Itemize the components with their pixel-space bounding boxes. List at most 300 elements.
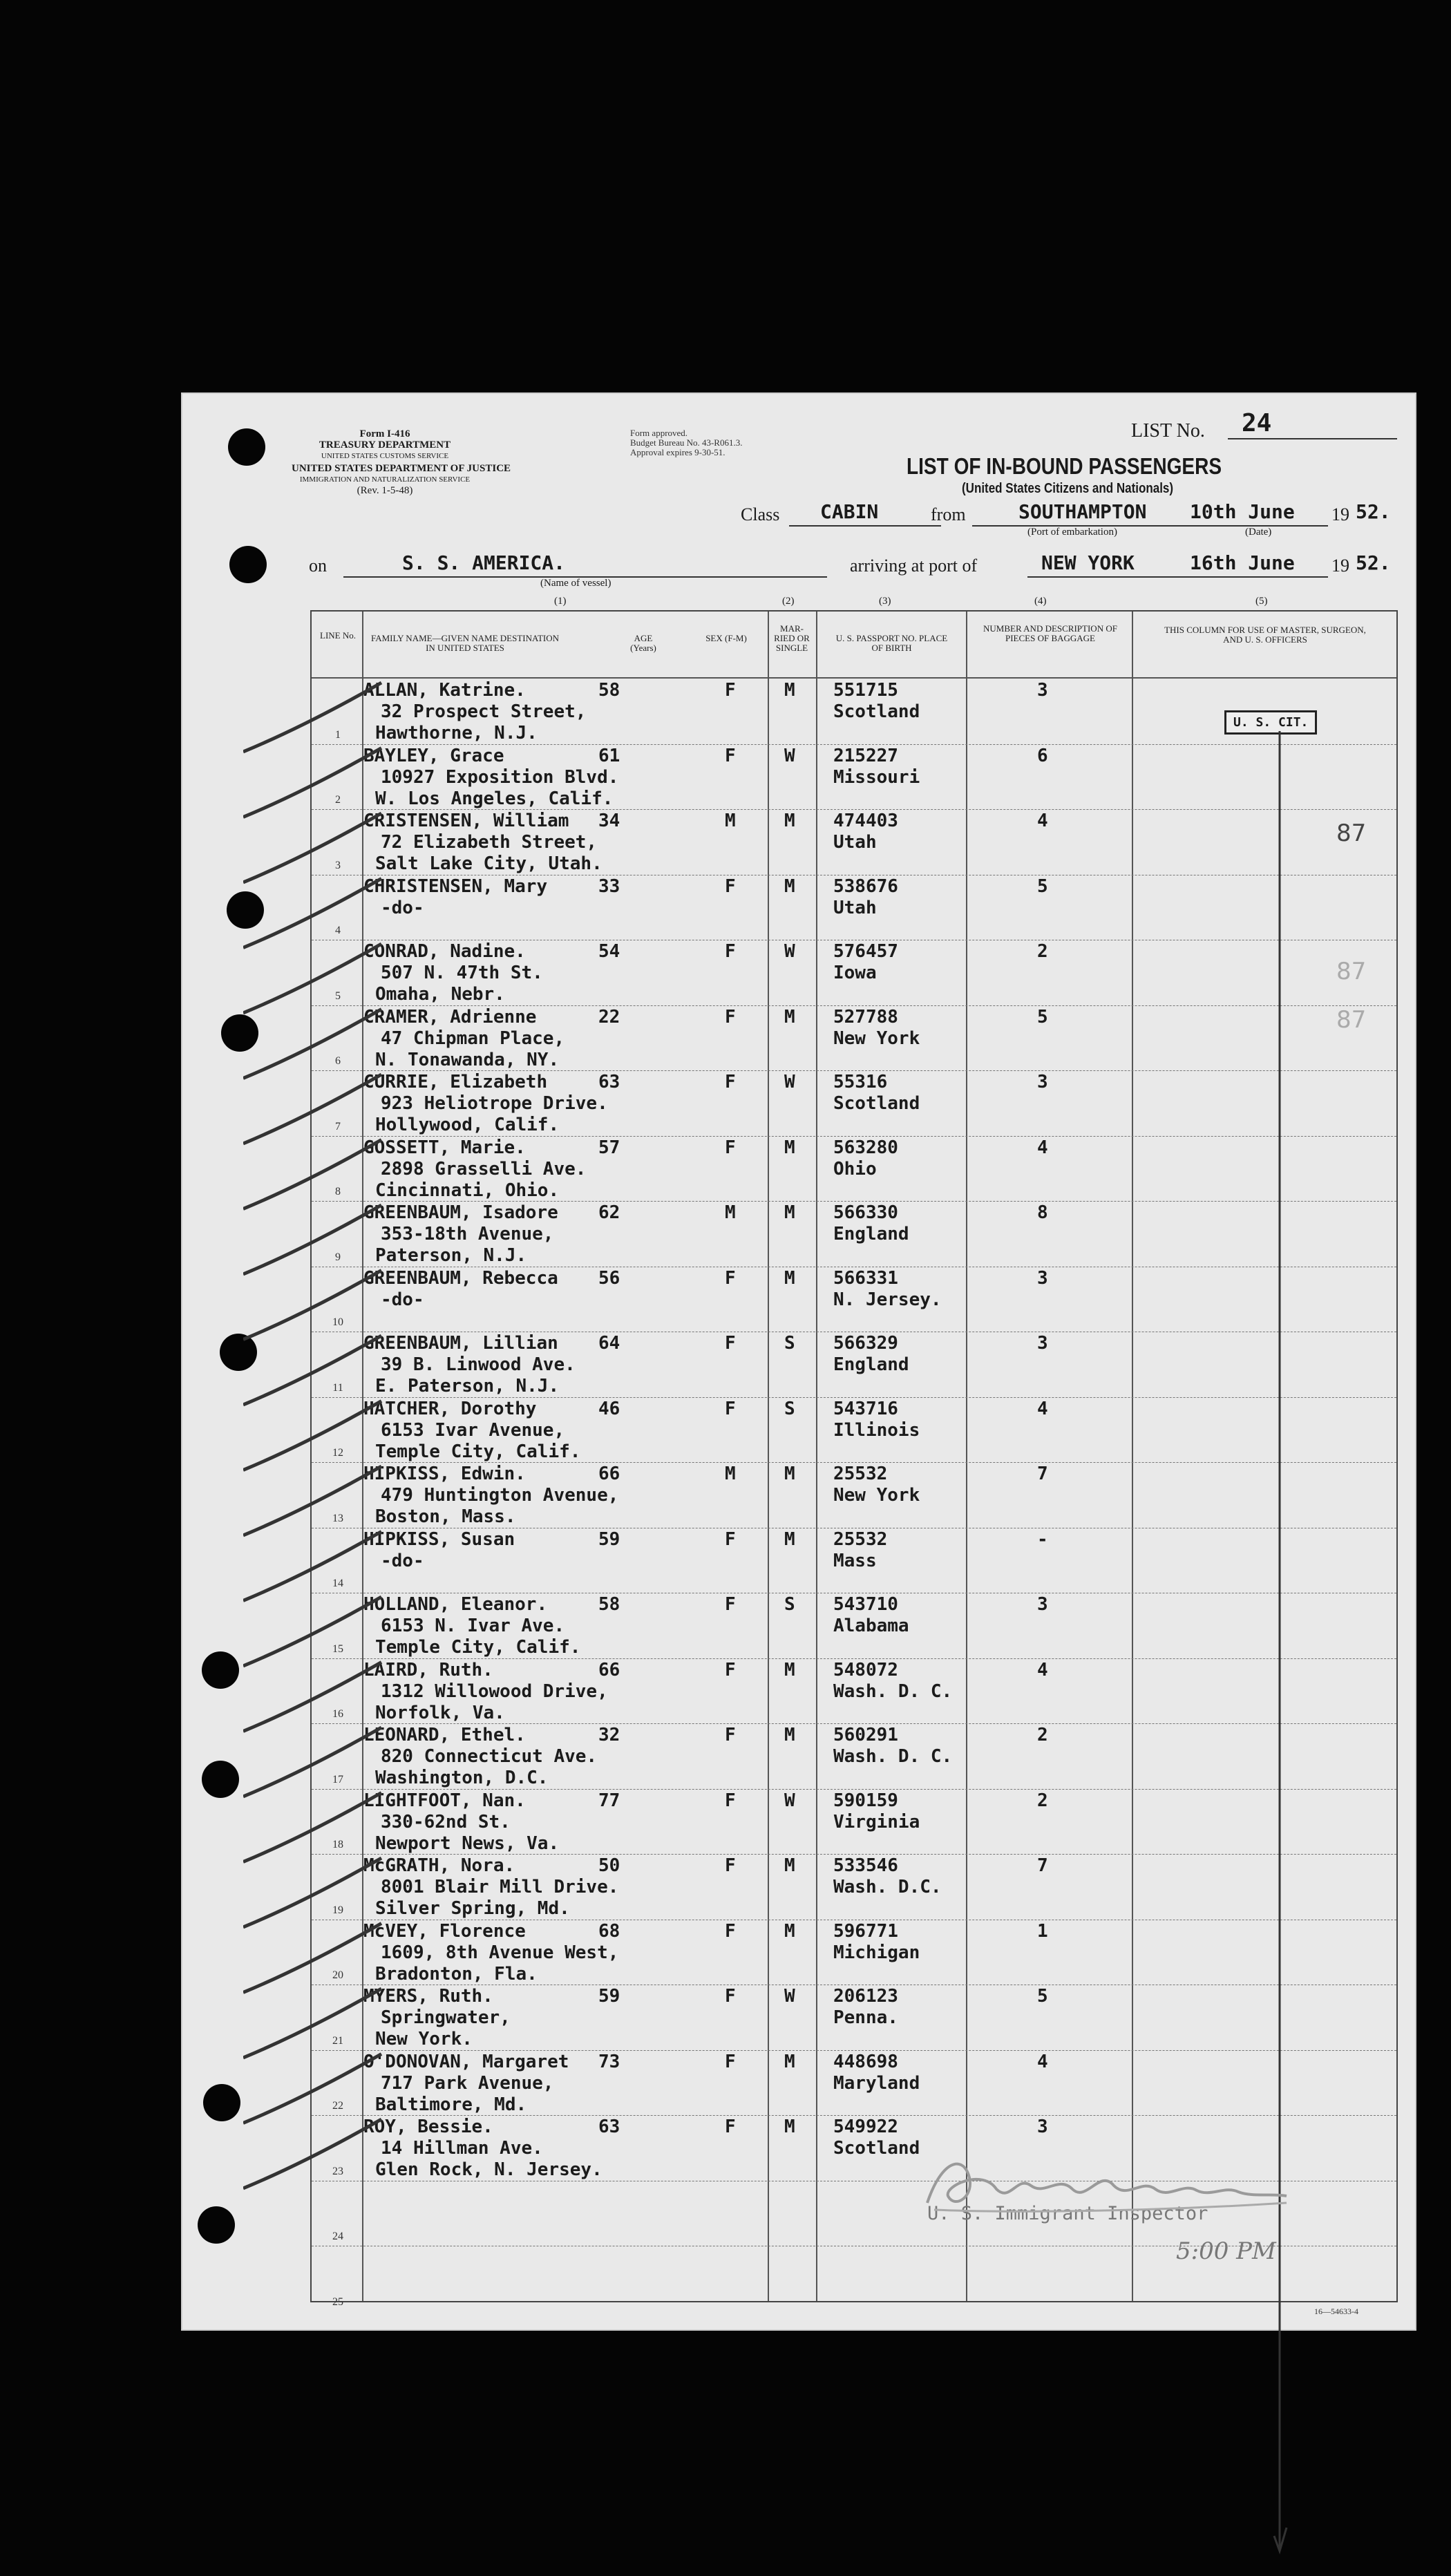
punch-hole	[202, 1761, 239, 1798]
check-mark	[243, 748, 381, 817]
check-mark	[243, 1924, 381, 1993]
class-value: CABIN	[820, 500, 879, 523]
passenger-name: MYERS, Ruth.	[363, 1986, 493, 2007]
passenger-sex: F	[725, 745, 736, 766]
passenger-address-line-2: Newport News, Va.	[375, 1832, 560, 1854]
punch-hole	[228, 428, 265, 466]
passenger-sex: F	[725, 1986, 736, 2007]
list-number-label: LIST No.	[1131, 420, 1205, 442]
passenger-name: GREENBAUM, Lillian	[363, 1333, 558, 1354]
passenger-age: 59	[598, 1528, 620, 1550]
line-number: 12	[332, 1447, 343, 1459]
check-mark	[243, 813, 381, 882]
baggage-count: 4	[1037, 1137, 1048, 1158]
place-of-birth: Ohio	[833, 1158, 877, 1180]
check-mark	[243, 1858, 381, 1927]
class-label: Class	[741, 504, 780, 524]
passenger-age: 54	[598, 941, 620, 962]
manifest-page	[181, 392, 1416, 2331]
check-mark	[243, 1989, 381, 2058]
passenger-age: 64	[598, 1333, 620, 1354]
passenger-age: 73	[598, 2051, 620, 2072]
baggage-count: 3	[1037, 680, 1048, 701]
inspection-time: 5:00 PM	[1176, 2237, 1276, 2265]
line-number: 20	[332, 1969, 343, 1981]
passenger-marital-status: M	[784, 1659, 795, 1680]
passenger-address-line-2: Boston, Mass.	[375, 1506, 516, 1527]
header-married: MAR-RIED OR SINGLE	[774, 623, 810, 653]
passenger-age: 57	[598, 1137, 620, 1158]
page-subtitle: (United States Citizens and Nationals)	[962, 481, 1174, 496]
passport-number: 55316	[833, 1072, 888, 1092]
passport-number: 474403	[833, 811, 898, 831]
place-of-birth: New York	[833, 1485, 920, 1506]
passenger-address-line-1: 47 Chipman Place,	[381, 1027, 565, 1049]
passenger-marital-status: W	[784, 941, 795, 962]
place-of-birth: Illinois	[833, 1419, 920, 1441]
passenger-sex: M	[725, 1464, 736, 1484]
line-number: 15	[332, 1642, 343, 1655]
passenger-marital-status: S	[784, 1594, 795, 1615]
form-approval-note: Form approved. Budget Bureau No. 43-R061.3. Approval expires 9-30-51.	[630, 428, 743, 457]
check-mark	[243, 879, 381, 948]
row-divider	[312, 2050, 1396, 2051]
passenger-marital-status: W	[784, 1986, 795, 2007]
passenger-address-line-1: 2898 Grasselli Ave.	[381, 1158, 587, 1180]
passenger-name: McGRATH, Nora.	[363, 1855, 515, 1876]
header-baggage: NUMBER AND DESCRIPTION OF PIECES OF BAGGAGE	[983, 623, 1117, 643]
passenger-address-line-1: -do-	[381, 1289, 424, 1310]
print-code: 16—54633-4	[1314, 2307, 1358, 2316]
passport-number: 543716	[833, 1398, 898, 1419]
baggage-count: 5	[1037, 1006, 1048, 1027]
punch-hole	[229, 546, 267, 583]
margin-note-faint: 87	[1336, 958, 1367, 985]
embarkation-date: 10th June	[1190, 500, 1295, 523]
line-number: 18	[332, 1839, 343, 1850]
passenger-address-line-2: E. Paterson, N.J.	[375, 1376, 560, 1396]
col-num-3: (3)	[879, 596, 891, 607]
line-number: 7	[335, 1120, 341, 1133]
header-officers: THIS COLUMN FOR USE OF MASTER, SURGEON, AND U. S. OFFICERS	[1164, 625, 1366, 645]
line-number: 3	[335, 859, 341, 871]
passenger-age: 58	[598, 1594, 620, 1615]
passenger-address-line-1: 6153 N. Ivar Ave.	[381, 1616, 565, 1636]
embarkation-year: 52.	[1356, 500, 1391, 523]
passenger-address-line-2: Glen Rock, N. Jersey.	[375, 2159, 603, 2180]
line-number: 25	[332, 2295, 343, 2308]
line-number: 10	[332, 1316, 343, 1328]
passenger-name: HIPKISS, Edwin.	[363, 1464, 526, 1484]
check-mark	[243, 1140, 381, 1209]
place-of-birth: New York	[833, 1027, 920, 1049]
passenger-age: 61	[598, 745, 620, 766]
passenger-address-line-1: 14 Hillman Ave.	[381, 2138, 543, 2159]
passenger-address-line-1: 507 N. 47th St.	[381, 963, 543, 983]
passenger-marital-status: M	[784, 2051, 795, 2072]
passenger-address-line-1: 717 Park Avenue,	[381, 2072, 554, 2094]
port-caption: (Port of embarkation)	[1027, 527, 1117, 538]
header-passport: U. S. PASSPORT NO. PLACE OF BIRTH	[835, 633, 948, 653]
passenger-marital-status: M	[784, 1528, 795, 1550]
passport-number: 551715	[833, 680, 898, 701]
passenger-marital-status: M	[784, 811, 795, 831]
passenger-marital-status: M	[784, 1267, 795, 1289]
line-number: 19	[332, 1904, 343, 1916]
line-number: 21	[332, 2034, 343, 2047]
passenger-age: 63	[598, 2116, 620, 2137]
passenger-address-line-1: 923 Heliotrope Drive.	[381, 1093, 608, 1114]
check-mark	[243, 1532, 381, 1601]
column-divider	[816, 612, 817, 2301]
column-divider	[768, 612, 769, 2301]
passenger-address-line-1: 8001 Blair Mill Drive.	[381, 1877, 619, 1897]
passenger-age: 58	[598, 680, 620, 701]
place-of-birth: Mass	[833, 1550, 877, 1571]
passenger-name: ALLAN, Katrine.	[363, 680, 526, 701]
column-divider	[1132, 612, 1133, 2301]
passenger-address-line-1: 6153 Ivar Avenue,	[381, 1419, 565, 1441]
line-number: 24	[332, 2231, 343, 2242]
baggage-count: 2	[1037, 941, 1048, 962]
passenger-sex: F	[725, 1594, 736, 1615]
vessel-caption: (Name of vessel)	[540, 578, 611, 589]
passenger-age: 32	[598, 1725, 620, 1745]
passenger-marital-status: M	[784, 1202, 795, 1223]
baggage-count: 8	[1037, 1202, 1048, 1223]
passenger-address-line-1: 1609, 8th Avenue West,	[381, 1942, 619, 1963]
passenger-name: GREENBAUM, Isadore	[363, 1202, 558, 1223]
arrival-year-prefix: 19	[1331, 556, 1349, 576]
passenger-marital-status: W	[784, 745, 795, 766]
passenger-age: 66	[598, 1464, 620, 1484]
passenger-name: CRISTENSEN, William	[363, 811, 569, 831]
arrival-date: 16th June	[1190, 551, 1295, 574]
passport-number: 206123	[833, 1986, 898, 2007]
passport-number: 596771	[833, 1920, 898, 1942]
line-number: 23	[332, 2165, 343, 2177]
inspector-title: U. S. Immigrant Inspector	[927, 2203, 1208, 2224]
passenger-age: 63	[598, 1072, 620, 1092]
arrival-year: 52.	[1356, 551, 1391, 574]
passenger-name: McVEY, Florence	[363, 1920, 526, 1942]
passenger-address-line-1: Springwater,	[381, 2007, 511, 2028]
passenger-address-line-2: Silver Spring, Md.	[375, 1898, 570, 1919]
line-number: 14	[332, 1578, 343, 1589]
place-of-birth: England	[833, 1354, 909, 1375]
passenger-sex: F	[725, 1137, 736, 1158]
passenger-address-line-1: 353-18th Avenue,	[381, 1224, 554, 1244]
embarkation-underline	[972, 525, 1328, 527]
place-of-birth: Wash. D. C.	[833, 1746, 953, 1767]
punch-hole	[198, 2206, 235, 2244]
passport-number: 25532	[833, 1528, 888, 1550]
passport-number: 566330	[833, 1202, 898, 1223]
arrival-port: NEW YORK	[1041, 551, 1135, 574]
line-number: 5	[335, 989, 341, 1002]
passenger-age: 62	[598, 1202, 620, 1223]
place-of-birth: Missouri	[833, 766, 920, 788]
passport-number: 560291	[833, 1725, 898, 1745]
passenger-name: O'DONOVAN, Margaret	[363, 2051, 569, 2072]
passenger-address-line-2: Temple City, Calif.	[375, 1441, 581, 1462]
passport-number: 527788	[833, 1006, 898, 1027]
passenger-name: LEONARD, Ethel.	[363, 1725, 526, 1745]
passport-number: 215227	[833, 745, 898, 766]
passenger-age: 50	[598, 1855, 620, 1876]
line-number: 4	[335, 925, 341, 936]
passenger-address-line-2: N. Tonawanda, NY.	[375, 1049, 560, 1070]
place-of-birth: Penna.	[833, 2007, 898, 2028]
line-number: 8	[335, 1186, 341, 1197]
check-mark	[243, 1597, 381, 1666]
passport-number: 563280	[833, 1137, 898, 1158]
passenger-sex: F	[725, 1398, 736, 1419]
passenger-marital-status: M	[784, 1920, 795, 1942]
check-mark	[243, 1205, 381, 1274]
header-age: AGE (Years)	[630, 633, 656, 653]
passenger-name: LAIRD, Ruth.	[363, 1659, 493, 1680]
passenger-sex: F	[725, 1920, 736, 1942]
check-mark	[243, 683, 381, 752]
check-mark	[243, 1727, 381, 1797]
passenger-name: LIGHTFOOT, Nan.	[363, 1790, 526, 1811]
passenger-name: GREENBAUM, Rebecca	[363, 1267, 558, 1289]
place-of-birth: Utah	[833, 832, 877, 853]
passenger-address-line-1: 10927 Exposition Blvd.	[381, 766, 619, 788]
check-mark	[243, 1793, 381, 1862]
passenger-marital-status: M	[784, 1725, 795, 1745]
passenger-name: CHRISTENSEN, Mary	[363, 875, 548, 897]
place-of-birth: Maryland	[833, 2072, 920, 2094]
check-mark	[243, 1466, 381, 1535]
passenger-marital-status: M	[784, 1464, 795, 1484]
line-number: 11	[332, 1381, 343, 1394]
passenger-sex: M	[725, 1202, 736, 1223]
passenger-address-line-2: Hollywood, Calif.	[375, 1115, 560, 1135]
place-of-birth: Utah	[833, 897, 877, 918]
place-of-birth: Virginia	[833, 1811, 920, 1832]
place-of-birth: Scotland	[833, 701, 920, 722]
check-mark	[243, 1663, 381, 1732]
passport-number: 533546	[833, 1855, 898, 1876]
line-number: 17	[332, 1773, 343, 1786]
passenger-marital-status: W	[784, 1790, 795, 1811]
passenger-marital-status: M	[784, 2116, 795, 2137]
officer-column-line	[1266, 731, 1293, 2576]
passenger-address-line-2: Cincinnati, Ohio.	[375, 1180, 560, 1201]
passport-number: 590159	[833, 1790, 898, 1811]
baggage-count: 4	[1037, 1398, 1048, 1419]
passenger-age: 59	[598, 1986, 620, 2007]
passenger-marital-status: M	[784, 1137, 795, 1158]
margin-note: 87	[1336, 820, 1367, 847]
passport-number: 566329	[833, 1333, 898, 1354]
passenger-name: CONRAD, Nadine.	[363, 941, 526, 962]
column-divider	[966, 612, 967, 2301]
passenger-name: HOLLAND, Eleanor.	[363, 1594, 548, 1615]
passenger-sex: F	[725, 1006, 736, 1027]
place-of-birth: N. Jersey.	[833, 1289, 942, 1310]
place-of-birth: Michigan	[833, 1942, 920, 1963]
passenger-marital-status: M	[784, 680, 795, 701]
passenger-address-line-1: 39 B. Linwood Ave.	[381, 1354, 576, 1375]
col-num-4: (4)	[1034, 596, 1047, 607]
passenger-address-line-1: -do-	[381, 897, 424, 918]
passenger-age: 77	[598, 1790, 620, 1811]
on-label: on	[309, 556, 327, 576]
passenger-address-line-2: Baltimore, Md.	[375, 2094, 527, 2115]
passport-number: 576457	[833, 941, 898, 962]
passport-number: 538676	[833, 875, 898, 897]
header-divider	[312, 677, 1396, 679]
passenger-sex: F	[725, 1333, 736, 1354]
passenger-address-line-2: Washington, D.C.	[375, 1768, 549, 1788]
passenger-marital-status: S	[784, 1333, 795, 1354]
check-mark	[243, 2119, 381, 2188]
passenger-sex: F	[725, 1528, 736, 1550]
passenger-age: 68	[598, 1920, 620, 1942]
passenger-age: 33	[598, 875, 620, 897]
line-number: 2	[335, 794, 341, 806]
place-of-birth: Iowa	[833, 963, 877, 983]
passenger-address-line-1: 1312 Willowood Drive,	[381, 1680, 608, 1702]
baggage-count: 3	[1037, 1594, 1048, 1615]
form-agency-block: Form I-416 TREASURY DEPARTMENT UNITED STATES CUSTOMS SERVICE UNITED STATES DEPARTMENT OF JUSTICE IMMIGRATION AND NATURALIZATION SERVICE (Rev. 1-5-48)	[292, 428, 511, 496]
passenger-address-line-2: Bradonton, Fla.	[375, 1963, 538, 1985]
passenger-age: 56	[598, 1267, 620, 1289]
arriving-label: arriving at port of	[850, 556, 978, 576]
passenger-table	[310, 610, 1398, 2308]
passenger-sex: F	[725, 1659, 736, 1680]
passenger-sex: F	[725, 1267, 736, 1289]
passenger-sex: F	[725, 1072, 736, 1092]
passenger-name: CURRIE, Elizabeth	[363, 1072, 548, 1092]
inspector-signature	[913, 2148, 1300, 2224]
check-mark	[243, 1271, 381, 1340]
passenger-sex: F	[725, 941, 736, 962]
line-number: 6	[335, 1055, 341, 1067]
passenger-address-line-2: Omaha, Nebr.	[375, 984, 505, 1005]
passenger-name: CRAMER, Adrienne	[363, 1006, 537, 1027]
baggage-count: 1	[1037, 1920, 1048, 1942]
check-mark	[243, 1010, 381, 1079]
check-mark	[243, 1336, 381, 1405]
place-of-birth: England	[833, 1224, 909, 1244]
place-of-birth: Alabama	[833, 1616, 909, 1636]
baggage-count: 4	[1037, 2051, 1048, 2072]
line-number: 1	[335, 728, 341, 741]
passenger-sex: F	[725, 1790, 736, 1811]
baggage-count: 2	[1037, 1790, 1048, 1811]
passenger-address-line-1: 72 Elizabeth Street,	[381, 832, 598, 853]
passenger-age: 22	[598, 1006, 620, 1027]
list-number: 24	[1242, 409, 1272, 437]
passenger-address-line-1: 479 Huntington Avenue,	[381, 1485, 619, 1506]
baggage-count: 3	[1037, 1072, 1048, 1092]
passenger-sex: F	[725, 680, 736, 701]
line-number: 16	[332, 1708, 343, 1720]
passenger-address-line-2: Temple City, Calif.	[375, 1637, 581, 1658]
list-number-underline	[1228, 438, 1397, 439]
check-mark	[243, 2054, 381, 2123]
passport-number: 548072	[833, 1659, 898, 1680]
page-title: LIST OF IN-BOUND PASSENGERS	[907, 453, 1222, 479]
col-num-1: (1)	[554, 596, 567, 607]
check-mark	[243, 1401, 381, 1470]
date-caption: (Date)	[1245, 527, 1272, 538]
header-sex: SEX (F-M)	[705, 633, 747, 643]
passenger-name: GOSSETT, Marie.	[363, 1137, 526, 1158]
passenger-address-line-1: 330-62nd St.	[381, 1811, 511, 1832]
check-mark	[243, 1074, 381, 1144]
passenger-address-line-2: Paterson, N.J.	[375, 1245, 527, 1266]
arrival-underline	[1027, 576, 1328, 578]
passenger-address-line-1: 820 Connecticut Ave.	[381, 1746, 598, 1767]
passenger-address-line-1: 32 Prospect Street,	[381, 701, 587, 722]
passenger-name: ROY, Bessie.	[363, 2116, 493, 2137]
passenger-name: BAYLEY, Grace	[363, 745, 504, 766]
passenger-marital-status: M	[784, 1855, 795, 1876]
baggage-count: 2	[1037, 1725, 1048, 1745]
col-num-5: (5)	[1255, 596, 1268, 607]
baggage-count: 3	[1037, 2116, 1048, 2137]
place-of-birth: Wash. D. C.	[833, 1680, 953, 1702]
passport-number: 543710	[833, 1594, 898, 1615]
passenger-marital-status: W	[784, 1072, 795, 1092]
baggage-count: 3	[1037, 1267, 1048, 1289]
passenger-sex: F	[725, 2116, 736, 2137]
class-underline	[789, 525, 941, 527]
header-name: FAMILY NAME—GIVEN NAME DESTINATION IN UNITED STATES	[370, 633, 560, 653]
passenger-sex: F	[725, 1855, 736, 1876]
baggage-count: 5	[1037, 875, 1048, 897]
us-citizen-stamp: U. S. CIT.	[1224, 710, 1317, 735]
year-prefix: 19	[1331, 504, 1349, 524]
passport-number: 25532	[833, 1464, 888, 1484]
baggage-count: 4	[1037, 811, 1048, 831]
passport-number: 448698	[833, 2051, 898, 2072]
passenger-address-line-1: -do-	[381, 1550, 424, 1571]
line-number: 22	[332, 2100, 343, 2112]
passenger-marital-status: M	[784, 1006, 795, 1027]
line-number: 13	[332, 1512, 343, 1524]
from-label: from	[931, 504, 966, 524]
header-line-no: LINE No.	[320, 630, 356, 641]
passenger-address-line-2: Salt Lake City, Utah.	[375, 853, 603, 874]
check-mark	[243, 944, 381, 1013]
vessel-name: S. S. AMERICA.	[402, 551, 566, 574]
baggage-count: 3	[1037, 1333, 1048, 1354]
baggage-count: 6	[1037, 745, 1048, 766]
passenger-age: 34	[598, 811, 620, 831]
passenger-address-line-2: Norfolk, Va.	[375, 1702, 505, 1723]
margin-note-faint: 87	[1336, 1006, 1367, 1034]
baggage-count: 5	[1037, 1986, 1048, 2007]
place-of-birth: Scotland	[833, 2138, 920, 2159]
passenger-address-line-2: New York.	[375, 2029, 473, 2049]
baggage-count: -	[1037, 1528, 1048, 1550]
passenger-address-line-2: W. Los Angeles, Calif.	[375, 788, 614, 809]
passenger-sex: M	[725, 811, 736, 831]
passenger-name: HATCHER, Dorothy	[363, 1398, 537, 1419]
passenger-marital-status: S	[784, 1398, 795, 1419]
port-of-embarkation: SOUTHAMPTON	[1018, 500, 1147, 523]
punch-hole	[203, 2084, 240, 2121]
passenger-age: 46	[598, 1398, 620, 1419]
check-marks	[243, 655, 451, 2313]
col-num-2: (2)	[782, 596, 795, 607]
